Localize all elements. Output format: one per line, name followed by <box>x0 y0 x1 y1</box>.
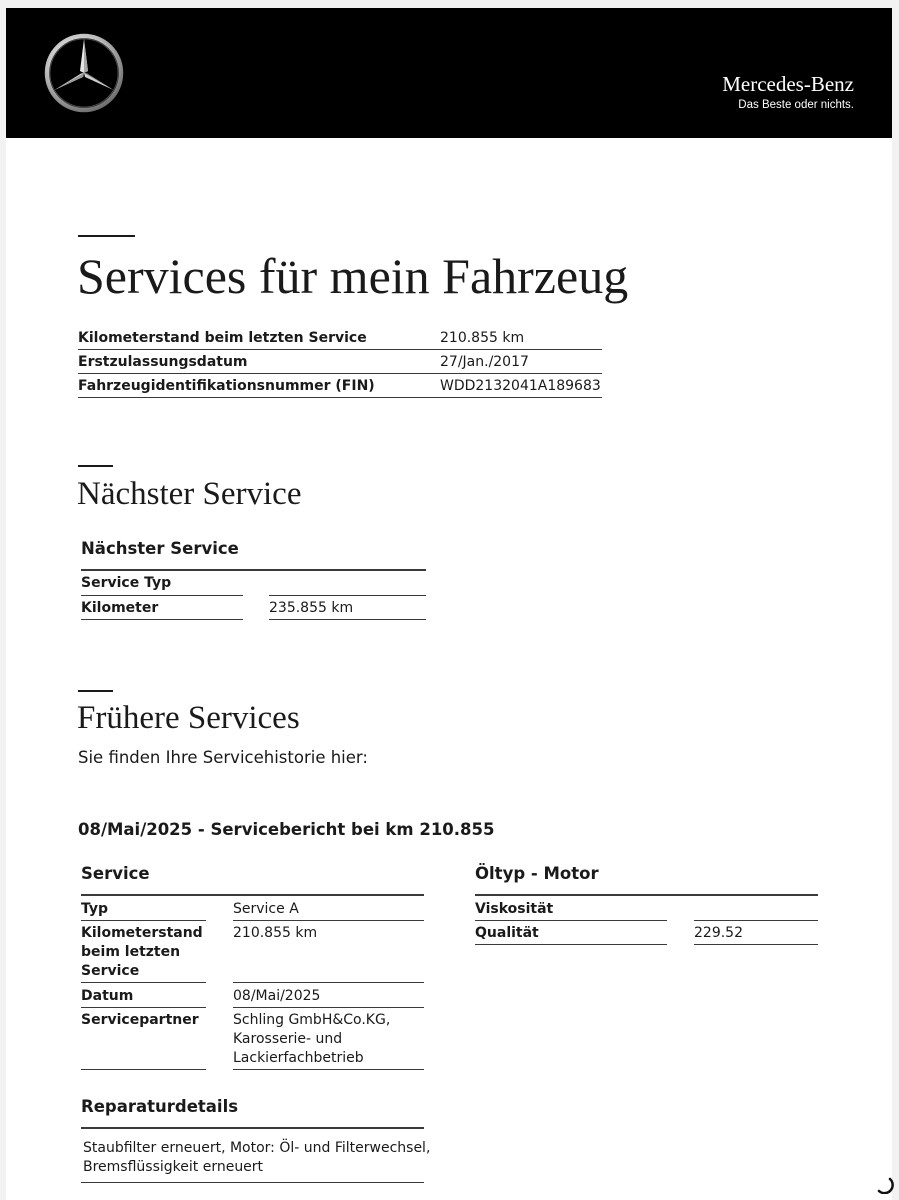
divider <box>475 920 667 921</box>
divider <box>78 349 602 350</box>
vin-label: Fahrzeugidentifikationsnummer (FIN) <box>78 378 375 394</box>
title-accent-line <box>78 235 135 237</box>
vehicle-km-label: Kilometerstand beim letzten Service <box>78 330 367 346</box>
registration-date-value: 27/Jan./2017 <box>440 354 529 370</box>
partner-line-3: Lackierfachbetrieb <box>233 1050 364 1066</box>
next-km-label: Kilometer <box>81 600 159 616</box>
divider <box>694 920 818 921</box>
date-label: Datum <box>81 988 134 1004</box>
past-services-heading: Frühere Services <box>77 700 300 736</box>
divider <box>81 1069 206 1070</box>
loading-spinner-icon <box>876 1176 894 1194</box>
next-km-value: 235.855 km <box>269 600 354 616</box>
quality-value: 229.52 <box>694 925 743 941</box>
divider <box>81 982 206 983</box>
divider <box>81 1182 424 1183</box>
divider <box>81 920 206 921</box>
divider <box>475 894 818 896</box>
divider <box>233 1007 424 1008</box>
divider <box>81 595 243 596</box>
quality-label: Qualität <box>475 925 539 941</box>
date-value: 08/Mai/2025 <box>233 988 321 1004</box>
divider <box>81 569 426 571</box>
next-service-heading: Nächster Service <box>77 476 302 512</box>
partner-line-1: Schling GmbH&Co.KG, <box>233 1012 391 1028</box>
repair-details-title: Reparaturdetails <box>81 1097 239 1116</box>
brand-block <box>722 72 854 113</box>
repair-details-line-1: Staubfilter erneuert, Motor: Öl- und Filterwechsel, <box>83 1140 431 1156</box>
service-report-title: 08/Mai/2025 - Servicebericht bei km 210.855 <box>78 820 495 839</box>
past-services-accent-line <box>78 690 113 692</box>
document-page <box>6 8 892 1200</box>
divider <box>78 397 602 398</box>
mercedes-star-icon <box>44 33 124 113</box>
divider <box>81 1007 206 1008</box>
divider <box>78 373 602 374</box>
registration-date-label: Erstzulassungsdatum <box>78 354 248 370</box>
type-label: Typ <box>81 901 109 917</box>
divider <box>269 619 426 620</box>
divider <box>269 595 426 596</box>
km-label-line-2: beim letzten <box>81 944 181 960</box>
divider <box>233 1069 424 1070</box>
vehicle-km-value: 210.855 km <box>440 330 525 346</box>
next-service-table-title: Nächster Service <box>81 539 239 558</box>
header-bar <box>6 8 892 138</box>
repair-details-line-2: Bremsflüssigkeit erneuert <box>83 1159 264 1175</box>
oil-table-title: Öltyp - Motor <box>475 864 599 883</box>
service-type-label: Service Typ <box>81 575 172 591</box>
page-title: Services für mein Fahrzeug <box>77 248 629 304</box>
divider <box>81 894 424 896</box>
viscosity-label: Viskosität <box>475 901 554 917</box>
divider <box>233 920 424 921</box>
divider <box>81 1127 424 1129</box>
divider <box>81 619 243 620</box>
divider <box>475 944 667 945</box>
brand-tagline: Das Beste oder nichts. <box>738 99 854 111</box>
brand-name: Mercedes-Benz <box>722 72 854 96</box>
km-label-line-1: Kilometerstand <box>81 925 203 941</box>
divider <box>233 982 424 983</box>
service-table-title: Service <box>81 864 150 883</box>
vin-value: WDD2132041A189683 <box>440 378 601 394</box>
km-label-line-3: Service <box>81 963 140 979</box>
type-value: Service A <box>233 901 299 917</box>
divider <box>694 944 818 945</box>
partner-label: Servicepartner <box>81 1012 199 1028</box>
next-service-accent-line <box>78 465 113 467</box>
km-value: 210.855 km <box>233 925 318 941</box>
partner-line-2: Karosserie- und <box>233 1031 343 1047</box>
past-services-intro: Sie finden Ihre Servicehistorie hier: <box>78 748 368 767</box>
